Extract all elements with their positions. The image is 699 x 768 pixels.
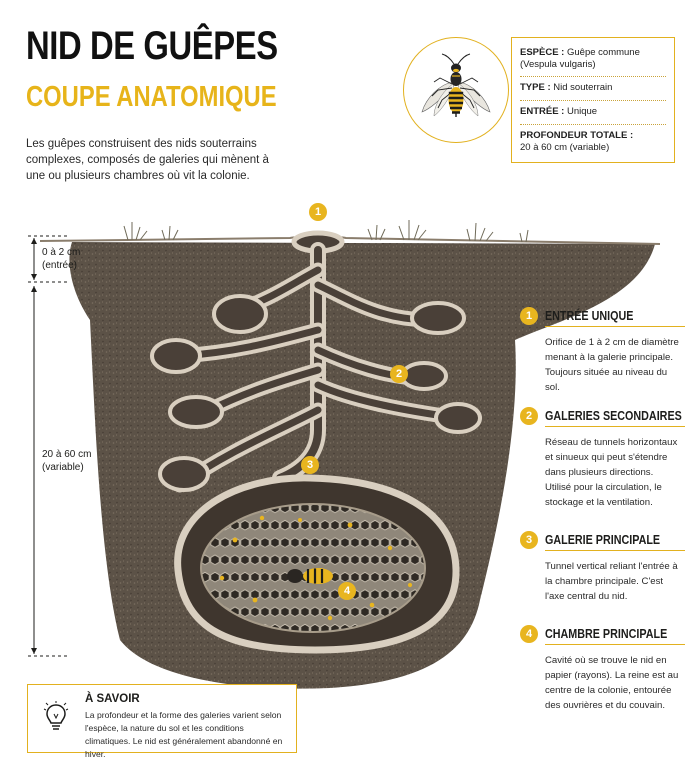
type-value: Nid souterrain xyxy=(553,82,613,93)
legend-title: CHAMBRE PRINCIPALE xyxy=(545,627,668,641)
entry-label: ENTRÉE : xyxy=(520,106,565,117)
species-value: Guêpe commune (Vespula vulgaris) xyxy=(520,47,640,70)
entry-info xyxy=(520,106,666,118)
legend-title: ENTRÉE UNIQUE xyxy=(545,309,634,323)
legend-text: Cavité où se trouve le nid en papier (rayons). La reine est au centre de la colonie, entourée des ouvrières et du couvain. xyxy=(545,655,679,711)
total-depth-label xyxy=(42,448,91,474)
marker-entrance: 1 xyxy=(309,203,327,221)
legend-text: Orifice de 1 à 2 cm de diamètre menant à la galerie principale. Toujours située au niveau du sol. xyxy=(545,337,679,393)
info-divider xyxy=(520,124,666,125)
marker-main-gallery: 3 xyxy=(301,456,319,474)
lightbulb-icon xyxy=(42,701,70,735)
info-divider xyxy=(520,76,666,77)
wasp-illustration xyxy=(403,37,509,143)
species-info xyxy=(520,47,666,71)
page-title: NID DE GUÊPES xyxy=(26,24,278,68)
info-divider xyxy=(520,100,666,101)
legend-title: GALERIE PRINCIPALE xyxy=(545,533,661,547)
paper-comb-nest xyxy=(201,504,425,632)
total-depth-value: 20 à 60 cm xyxy=(42,449,92,460)
dimension-lines xyxy=(28,236,70,656)
depth-value: 20 à 60 cm (variable) xyxy=(520,142,610,153)
legend-rule xyxy=(545,644,685,645)
legend-entrance xyxy=(520,307,680,395)
legend-rule xyxy=(545,426,685,427)
legend-title: GALERIES SECONDAIRES xyxy=(545,409,682,423)
entry-depth-value: 0 à 2 cm xyxy=(42,247,81,258)
depth-label: PROFONDEUR TOTALE : xyxy=(520,130,634,141)
legend-badge: 2 xyxy=(520,407,538,425)
species-info-box xyxy=(511,37,675,163)
did-you-know-text: La profondeur et la forme des galeries varient selon l'espèce, la nature du sol et les conditions climatiques. Le nid est généralement abandonné en hiver. xyxy=(85,710,283,759)
legend-rule xyxy=(545,550,685,551)
type-label: TYPE : xyxy=(520,82,551,93)
legend-rule xyxy=(545,326,685,327)
total-depth-caption: (variable) xyxy=(42,462,84,473)
legend-text: Tunnel vertical reliant l'entrée à la chambre principale. C'est l'axe central du nid. xyxy=(545,561,678,602)
page-subtitle: COUPE ANATOMIQUE xyxy=(26,81,277,113)
species-label: ESPÈCE : xyxy=(520,47,565,58)
legend-badge: 4 xyxy=(520,625,538,643)
legend-badge: 3 xyxy=(520,531,538,549)
depth-info xyxy=(520,130,666,154)
entry-depth-label xyxy=(42,246,80,272)
marker-main-chamber: 4 xyxy=(338,582,356,600)
did-you-know-box xyxy=(27,684,297,759)
did-you-know-title: À SAVOIR xyxy=(85,693,140,705)
wasp-icon xyxy=(404,38,508,142)
entry-value: Unique xyxy=(566,106,598,117)
legend-main-gallery xyxy=(520,531,680,604)
legend-badge: 1 xyxy=(520,307,538,325)
legend-secondary-galleries xyxy=(520,407,680,510)
type-info xyxy=(520,82,666,94)
legend-main-chamber xyxy=(520,625,680,713)
legend-text: Réseau de tunnels horizontaux et sinueux qui peut s'étendre dans plusieurs directions. Utilisé pour la circulation, le stockage et la ventilation. xyxy=(545,437,678,508)
entry-depth-caption: (entrée) xyxy=(42,260,78,271)
intro-text: Les guêpes construisent des nids souterrains complexes, composés de galeries qui mènent à une ou plusieurs chambres où vit la colonie. xyxy=(26,138,269,182)
marker-secondary-galleries: 2 xyxy=(390,365,408,383)
queen-wasp xyxy=(287,568,333,584)
